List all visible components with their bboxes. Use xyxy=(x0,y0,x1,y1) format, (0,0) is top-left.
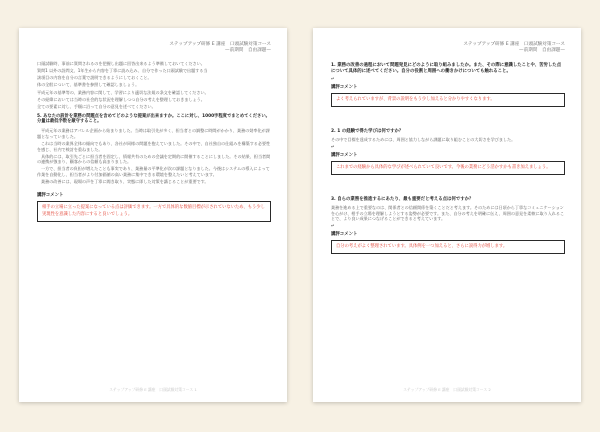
header-line-1: ステップアップ研修 E 講座 口頭試験対策コース xyxy=(169,42,271,47)
page-header xyxy=(331,42,565,55)
body-paragraph: 一方で、担当者の負担が増えたことも事実であり、業務量の平準化が次の課題となりました。今後はシステムの導入によって作業を自動化し、担当者がより付加価値の高い業務に集中できる環境を整えたいと考えています。 xyxy=(37,166,270,178)
comment-box xyxy=(331,161,565,175)
body-paragraph: これは当時の業界全体の傾向でもあり、各社が同様の問題を抱えていました。その中で、自社独自の仕組みを構築する必要性を感じ、社内で検討を重ねました。 xyxy=(37,140,271,152)
header-line-2: —前期問 自由課題— xyxy=(519,48,565,54)
comment-text: 自分の考えがよく整理されています。具体例を一つ加えると、さらに説得力が増します。 xyxy=(336,244,508,250)
page-footer: ステップアップ研修 E 講座 口頭試験対策コース 1 xyxy=(109,387,197,392)
intro-paragraph: 質問1 以外の設問文、1年生から内容を丁寧に読み込み、自分で作った口頭試験で出題する当 xyxy=(37,68,208,73)
comment-box xyxy=(37,201,271,222)
body-paragraph: 具体的には、取引先ごとに担当者を固定し、情報共有のための会議を定期的に開催することにしました。その結果、担当者間の連携が強まり、顧客からの信頼も高まりました。 xyxy=(37,153,271,165)
eval-comment-label: 講評コメント xyxy=(331,85,358,91)
question-1: 1. 業務の改善の過程において問題発見にどのように取り組みましたか。また、その際に意識したことや、苦労した点について具体的に述べてください。自分の役割と周囲への働きかけについても触れること。 xyxy=(331,62,562,74)
question-2: 2. 1 の経験で得た学びは何ですか？ xyxy=(331,129,404,135)
answer-2: その中で目標を達成するためには、周囲と協力しながら課題に取り組むことの大切さを学びました。 xyxy=(331,137,516,143)
page-header xyxy=(37,42,271,55)
body-paragraph: 平成元年の業務はアパレル企画から始まりました。当時は取引先が多く、担当者との調整に時間がかかり、業務の効率化が課題となっていました。 xyxy=(37,128,270,139)
eval-comment-label: 講評コメント xyxy=(331,152,358,158)
intro-paragraph: 口頭試験時、事前に質問されるのを把握し出題に回答出来るよう準備しておいてください。 xyxy=(37,60,205,66)
comment-box xyxy=(331,93,565,107)
intro-paragraph: 該項目の内容を自分の言葉で説明できるようにしておくこと。 xyxy=(37,75,152,81)
intro-paragraph: 全ての要素に対し、手順に沿って自分の意見を述べてください。 xyxy=(37,103,156,109)
intro-paragraph: その経緯においては当時の社会的な状況を理解しつつ自分の考えを整理しておきましょう。 xyxy=(37,96,205,102)
header-line-1: ステップアップ研修 E 講座 口頭試験対策コース xyxy=(463,42,565,47)
body-paragraph: 業務の改善には、現場の声を丁寧に聞き取り、実態に即した対策を講じることが重要です。 xyxy=(41,179,209,185)
return-mark: ↵ xyxy=(331,223,335,229)
document-page-right xyxy=(313,28,581,402)
return-mark: ↵ xyxy=(331,144,335,150)
eval-comment-label: 講評コメント xyxy=(331,232,358,238)
header-line-2: —前期問 自由課題— xyxy=(225,48,271,54)
document-page-left xyxy=(19,28,287,402)
page-footer: ステップアップ研修 E 講座 口頭試験対策コース 2 xyxy=(403,387,491,392)
intro-paragraph: 平成元年の基準等の、業務内容に関して、学習により適切な法規の条文を確認してください。 xyxy=(37,89,209,95)
question-3: 3. 自らの業務を推進するにあたり、最も重要だと考える点は何ですか？ xyxy=(331,197,474,203)
eval-comment-label: 講評コメント xyxy=(37,193,64,199)
comment-text: よく考えられていますが、背景の説明をもう少し加えると分かりやすくなります。 xyxy=(336,97,495,103)
comment-text: これまでの経験から具体的な学びが述べられていて良いです。今後の業務にどう活かすかも書き加えましょう。 xyxy=(336,164,551,170)
intro-paragraph: 体の全般について、基準書を参照して確認しましょう。 xyxy=(37,82,140,88)
comment-text: 相手の立場に立った提案になっている点は評価できます。一方で具体的な数値目標が示されていないため、もう少し実現性を意識した内容にすると良いでしょう。 xyxy=(42,205,265,217)
comment-box xyxy=(331,240,565,254)
question-paragraph: 5. あなたの設計を業務の問題点を含めてどのような提案が出来ますか。ここに対し、1000字程度でまとめてください。分量は最低字数を厳守すること。 xyxy=(37,113,270,125)
answer-3: 業務を進める上で重要なのは、関係者との信頼関係を築くことだと考えます。そのためには日頃から丁寧なコミュニケーションを心がけ、相手の立場を理解しようとする姿勢が必要です。また、自分の考えを明確に伝え、周囲の意見を柔軟に取り入れることで、より良い成果につなげることができると考えています。 xyxy=(331,205,565,222)
return-mark: ↵ xyxy=(331,76,335,82)
